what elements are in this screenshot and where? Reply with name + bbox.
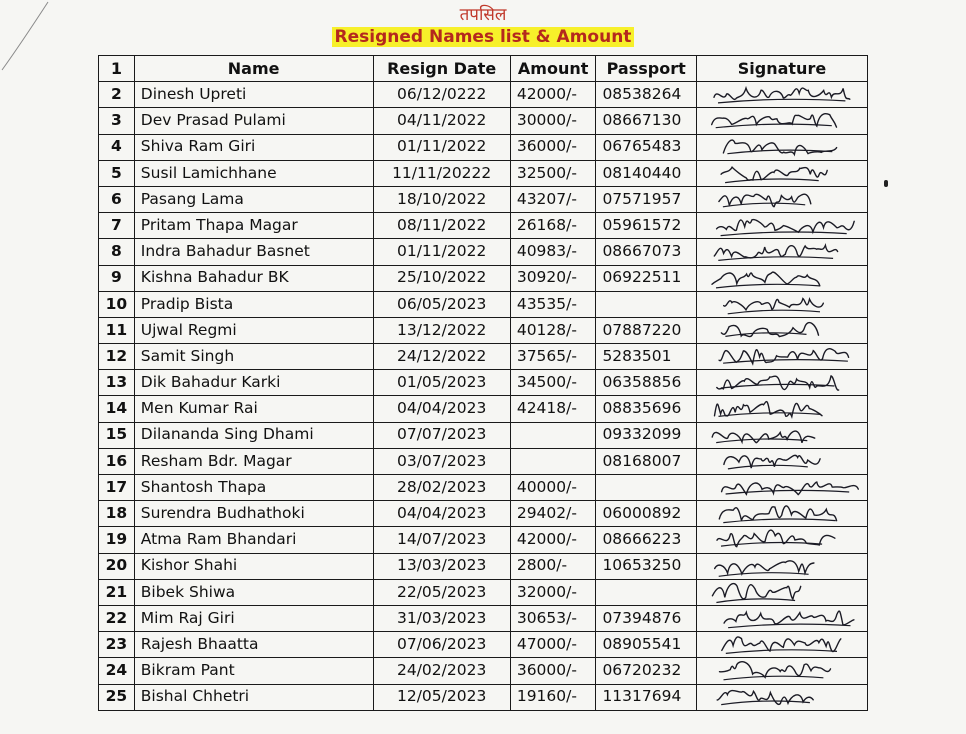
column-header-serial: 1 [99,56,135,82]
row-name-cell: Resham Bdr. Magar [134,448,373,474]
row-amount-cell: 42000/- [510,82,596,108]
row-serial-cell: 24 [99,658,135,684]
table-row [99,186,868,212]
row-passport-cell: 08538264 [596,82,697,108]
table-row [99,317,868,343]
row-serial-cell: 6 [99,186,135,212]
handwritten-signature [703,82,861,107]
signature-underline [716,284,820,288]
row-resign-date-cell: 04/04/2023 [373,501,510,527]
table-row [99,684,868,710]
row-name-cell: Pasang Lama [134,186,373,212]
table-row [99,291,868,317]
row-name-cell: Bikram Pant [134,658,373,684]
row-resign-date-cell: 07/06/2023 [373,632,510,658]
row-signature-cell [696,344,867,370]
row-signature-cell [696,160,867,186]
row-passport-cell [596,291,697,317]
row-serial-cell: 9 [99,265,135,291]
row-amount-cell: 43207/- [510,186,596,212]
table-row [99,527,868,553]
row-passport-cell: 08140440 [596,160,697,186]
row-serial-cell: 4 [99,134,135,160]
row-serial-cell: 23 [99,632,135,658]
row-serial-cell: 5 [99,160,135,186]
row-serial-cell: 11 [99,317,135,343]
signature-underline [725,333,806,337]
row-resign-date-cell: 04/11/2022 [373,108,510,134]
row-resign-date-cell: 22/05/2023 [373,579,510,605]
handwritten-signature [703,239,861,264]
row-amount-cell: 30920/- [510,265,596,291]
handwritten-signature [703,554,861,579]
row-signature-cell [696,658,867,684]
handwritten-signature [703,213,861,238]
row-name-cell: Shiva Ram Giri [134,134,373,160]
row-passport-cell: 11317694 [596,684,697,710]
row-signature-cell [696,422,867,448]
stray-ink-mark [884,180,888,187]
row-serial-cell: 25 [99,684,135,710]
row-signature-cell [696,291,867,317]
row-passport-cell: 08835696 [596,396,697,422]
row-name-cell: Mim Raj Giri [134,605,373,631]
row-signature-cell [696,370,867,396]
row-amount-cell: 40983/- [510,239,596,265]
row-serial-cell: 14 [99,396,135,422]
row-amount-cell: 29402/- [510,501,596,527]
signature-underline [725,179,819,183]
row-resign-date-cell: 18/10/2022 [373,186,510,212]
document-title-text: Resigned Names list & Amount [332,27,635,47]
row-amount-cell: 2800/- [510,553,596,579]
row-signature-cell [696,213,867,239]
row-serial-cell: 2 [99,82,135,108]
table-row [99,160,868,186]
handwritten-signature [703,632,861,657]
row-signature-cell [696,396,867,422]
signature-stroke [719,662,830,678]
row-signature-cell [696,108,867,134]
row-signature-cell [696,317,867,343]
row-name-cell: Bishal Chhetri [134,684,373,710]
row-name-cell: Indra Bahadur Basnet [134,239,373,265]
row-resign-date-cell: 24/02/2023 [373,658,510,684]
signature-stroke [714,246,837,258]
signature-stroke [721,167,827,180]
row-name-cell: Ujwal Regmi [134,317,373,343]
row-signature-cell [696,684,867,710]
signature-underline [723,519,835,523]
signature-underline [723,203,805,207]
row-amount-cell: 42418/- [510,396,596,422]
document-title-nepali: तपसिल [459,5,507,25]
handwritten-signature [703,397,861,422]
column-header-name: Name [134,56,373,82]
row-amount-cell: 42000/- [510,527,596,553]
document-title [0,27,966,47]
row-passport-cell: 06358856 [596,370,697,396]
row-serial-cell: 21 [99,579,135,605]
row-resign-date-cell: 14/07/2023 [373,527,510,553]
table-row [99,134,868,160]
row-amount-cell: 26168/- [510,213,596,239]
row-resign-date-cell: 06/05/2023 [373,291,510,317]
row-resign-date-cell: 25/10/2022 [373,265,510,291]
handwritten-signature [703,580,861,605]
table-row [99,82,868,108]
row-amount-cell: 40128/- [510,317,596,343]
signature-underline [723,360,848,364]
row-passport-cell: 08905541 [596,632,697,658]
row-amount-cell: 43535/- [510,291,596,317]
row-resign-date-cell: 01/05/2023 [373,370,510,396]
row-amount-cell: 19160/- [510,684,596,710]
row-resign-date-cell: 31/03/2023 [373,605,510,631]
handwritten-signature [703,292,861,317]
row-amount-cell: 30653/- [510,605,596,631]
handwritten-signature [703,135,861,160]
handwritten-signature [703,423,861,448]
signature-underline [728,624,850,628]
table-row [99,344,868,370]
table-row [99,579,868,605]
row-amount-cell: 40000/- [510,475,596,501]
row-resign-date-cell: 07/07/2023 [373,422,510,448]
signature-stroke [717,376,839,390]
signature-underline [716,439,807,443]
table-row [99,370,868,396]
row-serial-cell: 3 [99,108,135,134]
row-resign-date-cell: 28/02/2023 [373,475,510,501]
signature-stroke [714,88,850,99]
row-signature-cell [696,553,867,579]
handwritten-signature [703,501,861,526]
table-row [99,448,868,474]
row-serial-cell: 8 [99,239,135,265]
handwritten-signature [703,370,861,395]
row-signature-cell [696,239,867,265]
row-serial-cell: 15 [99,422,135,448]
row-resign-date-cell: 01/11/2022 [373,134,510,160]
signature-underline [721,232,847,236]
row-name-cell: Surendra Budhathoki [134,501,373,527]
row-passport-cell: 07571957 [596,186,697,212]
resigned-names-table [98,55,868,711]
row-serial-cell: 20 [99,553,135,579]
handwritten-signature [703,449,861,474]
signature-underline [718,100,845,104]
handwritten-signature [703,266,861,291]
row-passport-cell: 08666223 [596,527,697,553]
table-row [99,265,868,291]
row-serial-cell: 16 [99,448,135,474]
row-amount-cell: 36000/- [510,134,596,160]
row-name-cell: Rajesh Bhaatta [134,632,373,658]
table-header-row [99,56,868,82]
row-resign-date-cell: 01/11/2022 [373,239,510,265]
row-amount-cell: 47000/- [510,632,596,658]
signature-stroke [719,194,811,206]
row-serial-cell: 22 [99,605,135,631]
signature-stroke [715,560,814,573]
column-header-amount: Amount [510,56,596,82]
row-signature-cell [696,265,867,291]
row-passport-cell: 05961572 [596,213,697,239]
handwritten-signature [703,658,861,683]
table-row [99,475,868,501]
row-resign-date-cell: 03/07/2023 [373,448,510,474]
row-resign-date-cell: 13/03/2023 [373,553,510,579]
row-passport-cell: 07887220 [596,317,697,343]
row-name-cell: Susil Lamichhane [134,160,373,186]
signature-underline [728,310,820,314]
row-passport-cell [596,475,697,501]
row-signature-cell [696,605,867,631]
row-name-cell: Dinesh Upreti [134,82,373,108]
row-serial-cell: 7 [99,213,135,239]
row-name-cell: Pradip Bista [134,291,373,317]
row-name-cell: Kishor Shahi [134,553,373,579]
row-passport-cell: 08667130 [596,108,697,134]
row-amount-cell [510,448,596,474]
signature-underline [726,650,837,654]
row-name-cell: Men Kumar Rai [134,396,373,422]
row-resign-date-cell: 06/12/0222 [373,82,510,108]
row-serial-cell: 19 [99,527,135,553]
signature-underline [719,572,809,576]
row-signature-cell [696,448,867,474]
row-resign-date-cell: 08/11/2022 [373,213,510,239]
table-row [99,239,868,265]
table-row [99,108,868,134]
table-row [99,605,868,631]
row-name-cell: Bibek Shiwa [134,579,373,605]
row-passport-cell: 08667073 [596,239,697,265]
row-name-cell: Kishna Bahadur BK [134,265,373,291]
row-passport-cell: 06000892 [596,501,697,527]
row-passport-cell [596,579,697,605]
row-serial-cell: 13 [99,370,135,396]
row-amount-cell: 32500/- [510,160,596,186]
row-amount-cell [510,422,596,448]
table-row [99,396,868,422]
table-row [99,658,868,684]
handwritten-signature [703,108,861,133]
table-row [99,501,868,527]
row-resign-date-cell: 04/04/2023 [373,396,510,422]
row-signature-cell [696,501,867,527]
signature-stroke [712,272,820,286]
row-amount-cell: 36000/- [510,658,596,684]
table-body [99,82,868,711]
row-resign-date-cell: 11/11/20222 [373,160,510,186]
row-resign-date-cell: 13/12/2022 [373,317,510,343]
row-signature-cell [696,134,867,160]
row-serial-cell: 10 [99,291,135,317]
signature-stroke [712,583,800,598]
row-signature-cell [696,632,867,658]
row-passport-cell: 07394876 [596,605,697,631]
row-amount-cell: 37565/- [510,344,596,370]
handwritten-signature [703,318,861,343]
row-signature-cell [696,82,867,108]
row-name-cell: Dik Bahadur Karki [134,370,373,396]
row-passport-cell: 5283501 [596,344,697,370]
row-passport-cell: 09332099 [596,422,697,448]
signature-stroke [717,220,855,233]
signature-stroke [719,506,836,521]
signature-underline [718,257,833,261]
row-name-cell: Shantosh Thapa [134,475,373,501]
row-resign-date-cell: 12/05/2023 [373,684,510,710]
row-passport-cell: 08168007 [596,448,697,474]
table-row [99,213,868,239]
table-row [99,632,868,658]
signature-underline [728,465,808,469]
signature-underline [721,701,810,705]
row-signature-cell [696,475,867,501]
row-amount-cell: 30000/- [510,108,596,134]
column-header-passport: Passport [596,56,697,82]
handwritten-signature [703,527,861,552]
row-resign-date-cell: 24/12/2022 [373,344,510,370]
signature-underline [716,599,795,603]
row-signature-cell [696,186,867,212]
handwritten-signature [703,161,861,186]
row-serial-cell: 17 [99,475,135,501]
handwritten-signature [703,606,861,631]
row-serial-cell: 18 [99,501,135,527]
handwritten-signature [703,475,861,500]
row-passport-cell: 10653250 [596,553,697,579]
row-serial-cell: 12 [99,344,135,370]
row-passport-cell: 06765483 [596,134,697,160]
signature-stroke [724,611,854,625]
row-passport-cell: 06720232 [596,658,697,684]
row-name-cell: Dilananda Sing Dhami [134,422,373,448]
handwritten-signature [703,344,861,369]
row-passport-cell: 06922511 [596,265,697,291]
row-name-cell: Dev Prasad Pulami [134,108,373,134]
handwritten-signature [703,187,861,212]
handwritten-signature [703,685,861,710]
table-row [99,553,868,579]
signature-stroke [724,298,824,309]
table-row [99,422,868,448]
row-signature-cell [696,579,867,605]
column-header-resign-date: Resign Date [373,56,510,82]
row-name-cell: Atma Ram Bhandari [134,527,373,553]
signature-underline [723,677,823,681]
row-amount-cell: 34500/- [510,370,596,396]
row-amount-cell: 32000/- [510,579,596,605]
column-header-signature: Signature [696,56,867,82]
signature-stroke [714,401,822,416]
row-name-cell: Samit Singh [134,344,373,370]
row-signature-cell [696,527,867,553]
row-name-cell: Pritam Thapa Magar [134,213,373,239]
